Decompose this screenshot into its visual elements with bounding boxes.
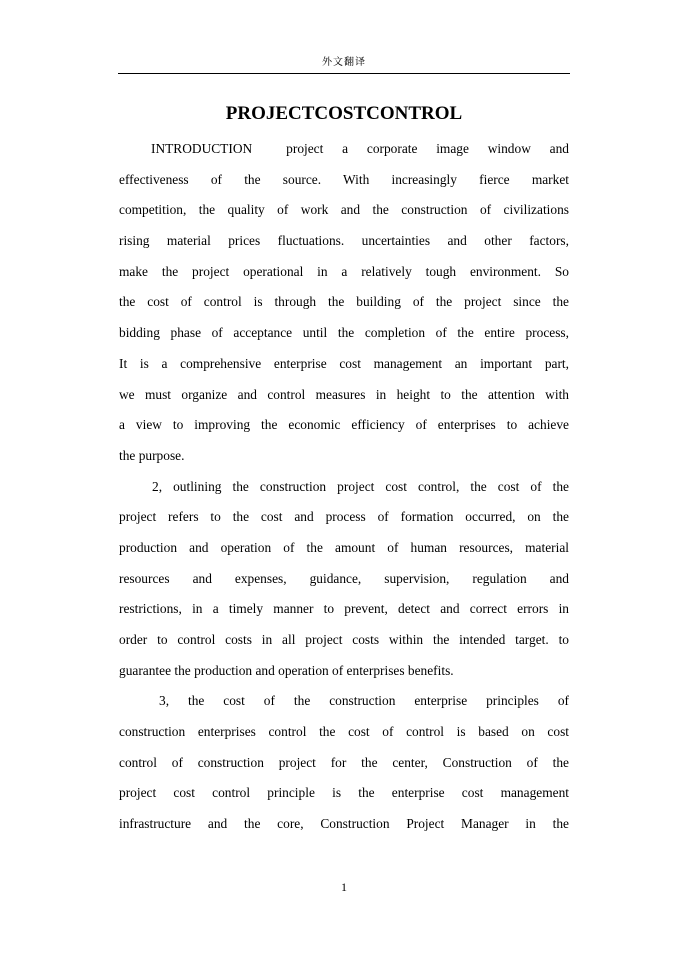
text-line: bidding phase of acceptance until the completion of the entire process, [119,325,569,341]
text-line: make the project operational in a relatively tough environment. So [119,263,569,279]
intro-first-line [119,134,569,165]
text-line: order to control costs in all project costs within the intended target. to [119,632,569,647]
page-header: 外文翻译 [322,57,366,68]
text-line: It is a comprehensive enterprise cost management an important part, [119,355,569,371]
text-line: we must organize and control measures in height to the attention with [119,386,569,402]
text-line: control of construction project for the center, Construction of the [119,754,569,770]
text-line: guarantee the production and operation of enterprises benefits. [119,662,454,678]
document-body [119,134,569,840]
text-line: effectiveness of the source. With increasingly fierce market [119,171,569,187]
intro-heading: INTRODUCTION [151,141,253,156]
header-rule [118,73,570,74]
text-line: a view to improving the economic efficiency of enterprises to achieve [119,417,569,433]
text-line: construction enterprises control the cost of control is based on cost [119,724,569,740]
text-line: production and operation of the amount of human resources, material [119,539,569,555]
text-line: project cost control principle is the enterprise cost management [119,785,569,801]
text-line: rising material prices fluctuations. uncertainties and other factors, [119,233,569,249]
text-line: restrictions, in a timely manner to prevent, detect and correct errors in [119,601,569,617]
document-title: PROJECTCOSTCONTROL [225,103,463,124]
section-2-first-line: 2, outlining the construction project cost control, the cost of the [152,478,569,494]
text-line: infrastructure and the core, Construction Project Manager in the [119,816,569,832]
intro-first-line-text: project a corporate image window and [286,141,569,156]
text-line: project refers to the cost and process of formation occurred, on the [119,509,569,525]
text-line: resources and expenses, guidance, supervision, regulation and [119,570,569,586]
text-line: competition, the quality of work and the construction of civilizations [119,202,569,218]
text-line: the purpose. [119,447,185,463]
page-number: 1 [341,880,347,894]
section-3-first-line: 3, the cost of the construction enterprise principles of [159,693,569,709]
text-line: the cost of control is through the building of the project since the [119,294,569,310]
